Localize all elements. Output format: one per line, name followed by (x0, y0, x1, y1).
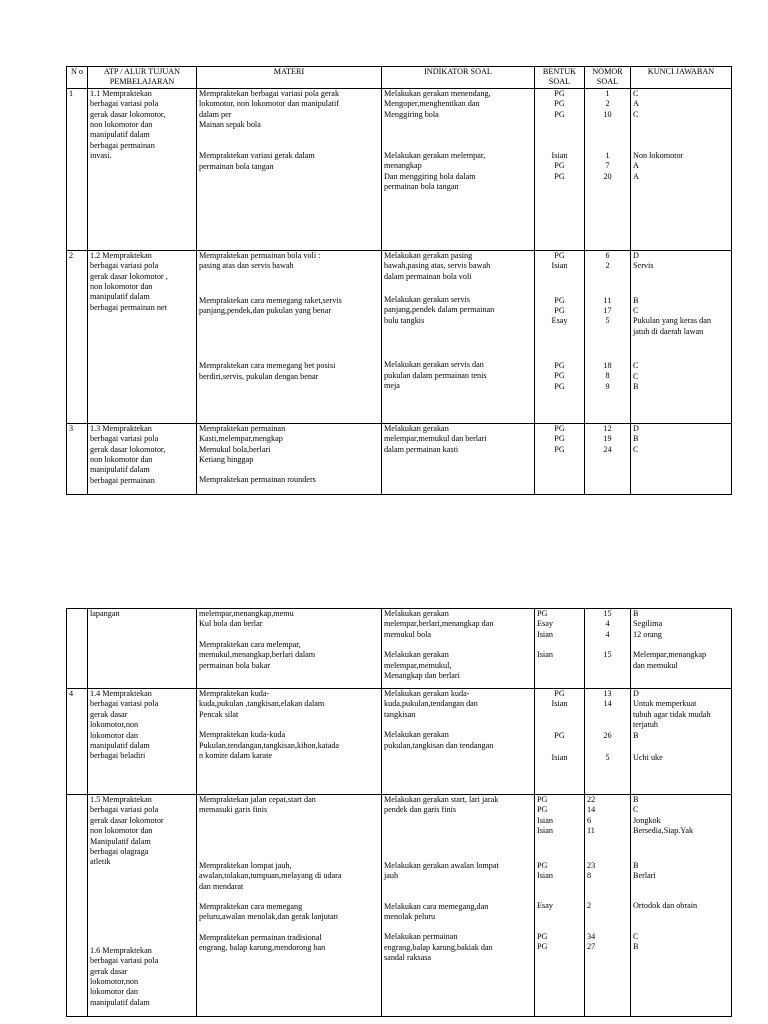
materi-text: Mempraktekan cara melempar, memukul,menangkap,berlari dalam permainan bola bakar (199, 639, 316, 670)
atp-cell: 1.2 Mempraktekan berbagai variasi pola gerak dasar lokomotor , non lokomotor dan manipulatif dalam berbagai permainan net (88, 250, 197, 423)
nomor-text: 23 8 (587, 860, 596, 881)
assessment-table-page-1 (66, 66, 732, 495)
row-number: 4 (67, 689, 88, 795)
nomor-cell (585, 689, 631, 795)
kunci-cell (631, 689, 732, 795)
header-atp: ATP / ALUR TUJUAN PEMBELAJARAN (88, 67, 197, 89)
materi-cell (197, 689, 382, 795)
indikator-cell (382, 250, 535, 423)
nomor-text: 11 17 5 (603, 295, 612, 326)
indikator-text: Melakukan gerakan kuda- kuda,pukulan,tendangan dan tangkisan (384, 689, 478, 719)
bentuk-text: Isian PG PG (551, 151, 568, 181)
nomor-text: 22 14 6 11 (587, 795, 596, 836)
bentuk-text: PG PG Isian Isian (537, 795, 553, 836)
table-row (67, 609, 732, 689)
bentuk-cell (535, 689, 585, 795)
row-number: 3 (67, 423, 88, 494)
indikator-text: Melakukan permainan engrang,balap karung,bakiak dan sandal raksasa (384, 932, 493, 963)
atp-cell: 1.3 Mempraktekan berbagai variasi pola gerak dasar lokomotor, non lokomotor dan manipulatif dalam berbagai permainan (88, 423, 197, 494)
materi-text: Mempraktekan permainan rounders (199, 475, 316, 485)
nomor-text: 15 4 4 (603, 609, 612, 639)
row-number (67, 609, 88, 689)
kunci-text: C C B (633, 361, 639, 392)
row-number: 1 (67, 88, 88, 250)
nomor-text: 2 (587, 901, 592, 911)
kunci-cell (631, 250, 732, 423)
atp-text: 1.6 Mempraktekan berbagai variasi pola gerak dasar lokomotor,non lokomotor dan manipulatif dalam (90, 945, 159, 1007)
bentuk-text: PG (554, 730, 565, 740)
bentuk-text: Isian (537, 650, 553, 660)
bentuk-text: Isian (551, 753, 568, 763)
materi-text: Mempraktekan cara memegang raket,servis panjang,pendek,dan pukulan yang benar (199, 295, 342, 316)
atp-cell (88, 795, 197, 1017)
materi-text: Mempraktekan permainan Kasti,melempar,mengkap Memukul bola,berlari Ketiang hinggap (199, 423, 286, 465)
nomor-cell: 12 19 24 (585, 423, 631, 494)
materi-text: Mempraktekan kuda- kuda,pukulan ,tangkisan,elakan dalam Pencak silat (199, 689, 325, 719)
table-row (67, 88, 732, 250)
nomor-text: 18 8 9 (603, 360, 612, 391)
table-row (67, 689, 732, 795)
kunci-cell (631, 795, 732, 1017)
nomor-cell (585, 88, 631, 250)
nomor-text: 13 14 (603, 689, 612, 709)
materi-text: melempar,menangkap,memu Kul bola dan berlar (199, 609, 294, 629)
atp-cell: lapangan (88, 609, 197, 689)
indikator-cell (382, 795, 535, 1017)
indikator-text: Melakukan gerakan start, lari jarak pendek dan garis finis (384, 795, 499, 815)
row-number (67, 795, 88, 1017)
assessment-table-page-2 (66, 608, 732, 1017)
kunci-text: Non lokomotor A A (633, 151, 684, 181)
bentuk-text: PG Isian (537, 860, 553, 881)
header-row (67, 67, 732, 89)
atp-text: 1.5 Mempraktekan berbagai variasi pola gerak dasar lokomotor non lokomotor dan Manipulatif dalam berbagai olagraga atletik (90, 795, 164, 867)
kunci-cell (631, 609, 732, 689)
kunci-text: C A C (633, 88, 639, 119)
indikator-text: Melakukan gerakan melempar,memukul, Menangkap dan berlari (384, 650, 460, 681)
bentuk-text: PG PG (537, 931, 548, 952)
atp-cell: 1.1 Mempraktekan berbagai variasi pola gerak dasar lokomotor, non lokomotor dan manipulatif dalam berbagai permainan invasi. (88, 88, 197, 250)
nomor-text: 1 2 10 (603, 88, 612, 119)
indikator-cell (382, 609, 535, 689)
kunci-cell (631, 88, 732, 250)
nomor-text: 6 2 (605, 250, 610, 271)
bentuk-text: PG PG PG (554, 88, 565, 119)
indikator-text: Melakukan cara memegang,dan menolak peluru (384, 901, 489, 922)
nomor-cell (585, 609, 631, 689)
table-row (67, 795, 732, 1017)
indikator-text: Melakukan gerakan servis dan pukulan dalam permainan tenis meja (384, 360, 487, 391)
bentuk-cell (535, 250, 585, 423)
kunci-text: Uchi uke (633, 753, 663, 763)
materi-text: Mempraktekan cara memegang bet posisi berdiri,servis, pukulan dengan benar (199, 361, 336, 381)
header-nomor: NOMOR SOAL (585, 67, 631, 89)
nomor-text: 5 (605, 753, 610, 763)
bentuk-cell (535, 88, 585, 250)
kunci-text: B C Jongkok Bersedia,Siap.Yak (633, 795, 694, 836)
kunci-text: B Segilima 12 orang (633, 609, 663, 639)
bentuk-text: Esay (537, 901, 553, 911)
kunci-text: C B (633, 931, 639, 952)
materi-text: Mempraktekan lompat jauh, awalan,tolakan,tumpuan,melayang di udara dan mendarat (199, 860, 342, 891)
header-indikator: INDIKATOR SOAL (382, 67, 535, 89)
nomor-text: 34 27 (587, 931, 596, 952)
kunci-text: D Untuk memperkuat tubuh agar tidak mudah terjatuh B (633, 689, 711, 740)
materi-text: Mempraktekan permainan tradisional engrang, balap karung,mendorong ban (199, 932, 326, 953)
kunci-text: B C Pukulan yang keras dan jatuh di daerah lawan (633, 295, 711, 336)
indikator-text: Melakukan gerakan awalan lompat jauh (384, 860, 499, 881)
nomor-cell (585, 795, 631, 1017)
indikator-cell (382, 88, 535, 250)
materi-cell (197, 88, 382, 250)
materi-cell (197, 423, 382, 494)
nomor-text: 1 7 20 (603, 151, 612, 181)
header-kunci: KUNCI JAWABAN (631, 67, 732, 89)
materi-text: Mempraktekan kuda-kuda Pukulan,tendangan,tangkisan,kihon,katada n komite dalam karate (199, 730, 340, 761)
materi-text: Mempraktekan permainan bola voli : pasing atas dan servis bawah (199, 250, 321, 271)
row-number: 2 (67, 250, 88, 423)
indikator-cell (382, 689, 535, 795)
kunci-text: Ortodok dan obrain (633, 901, 698, 911)
materi-cell (197, 795, 382, 1017)
indikator-text: Melakukan gerakan melempar, menangkap Dan menggiring bola dalam permainan bola tangan (384, 151, 486, 192)
header-no: N o (67, 67, 88, 89)
kunci-text: B Berlari (633, 860, 656, 881)
atp-cell: 1.4 Mempraktekan berbagai variasi pola gerak dasar lokomotor,non lokomotor dan manipulatif dalam berbagai beladiri (88, 689, 197, 795)
table-row (67, 250, 732, 423)
kunci-text: D Servis (633, 250, 654, 271)
indikator-text: Melakukan gerakan menendang, Mengoper,menghentikan dan Menggiring bola (384, 88, 491, 119)
bentuk-text: PG Isian (551, 250, 568, 271)
materi-cell (197, 609, 382, 689)
indikator-text: Melakukan gerakan servis panjang,pendek dalam permainan bulu tangkis (384, 295, 495, 325)
materi-text: Mempraktekan cara memegang peluru,awalan menolak,dan gerak lanjutan (199, 902, 338, 922)
bentuk-text: PG Isian (551, 689, 568, 709)
kunci-text: Melempar,menangkap dan memukul (633, 650, 707, 670)
materi-cell (197, 250, 382, 423)
indikator-cell: Melakukan gerakan melempar,memukul dan berlari dalam permainan kasti (382, 423, 535, 494)
nomor-cell (585, 250, 631, 423)
indikator-text: Melakukan gerakan melempar,berlari,menangkap dan memukul bola (384, 609, 494, 639)
materi-text: Mempraktekan jalan cepat,start dan memasuki garis finis (199, 795, 316, 815)
indikator-text: Melakukan gerakan pukulan,tangkisan dan tendangan (384, 730, 494, 750)
table-row (67, 423, 732, 494)
bentuk-text: PG Esay Isian (537, 609, 553, 639)
kunci-cell: D B C (631, 423, 732, 494)
header-materi: MATERI (197, 67, 382, 89)
bentuk-cell (535, 609, 585, 689)
nomor-text: 15 (603, 650, 612, 660)
bentuk-text: PG PG Esay (551, 295, 568, 326)
materi-text: Mempraktekan variasi gerak dalam permainan bola tangan (199, 151, 315, 171)
bentuk-cell (535, 795, 585, 1017)
bentuk-text: PG PG PG (554, 360, 565, 391)
indikator-text: Melakukan gerakan pasing bawah,pasing atas, servis bawah dalam permainan bola voli (384, 250, 491, 281)
materi-text: Mempraktekan berbagai variasi pola gerak lokomotor, non lokomotor dan manipulatif dalam per Mainan sepak bola (199, 88, 340, 130)
bentuk-cell: PG PG PG (535, 423, 585, 494)
header-bentuk: BENTUK SOAL (535, 67, 585, 89)
nomor-text: 26 (603, 730, 612, 740)
